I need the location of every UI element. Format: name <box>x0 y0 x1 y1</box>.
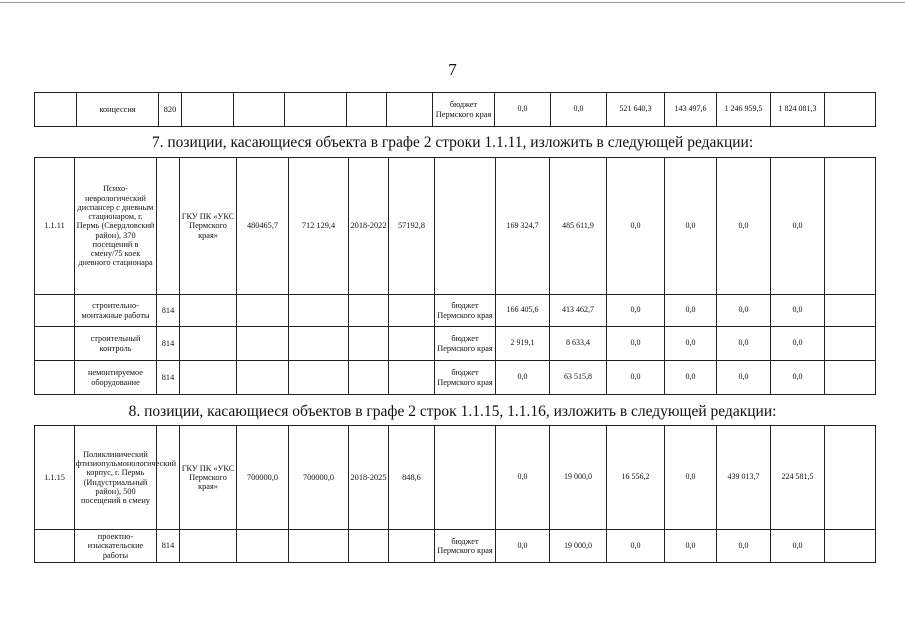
customer <box>180 295 237 327</box>
capacity <box>389 361 435 395</box>
object-name: концессия <box>77 93 159 127</box>
row-number: 1.1.11 <box>35 158 75 295</box>
cost-value <box>289 327 349 361</box>
concession-table <box>34 92 876 127</box>
work-type: строительно-монтажные работы <box>75 295 157 327</box>
amount-cell: 439 013,7 <box>717 426 771 530</box>
amount-cell: 0,0 <box>717 295 771 327</box>
amount-cell: 0,0 <box>665 530 717 563</box>
amount-cell: 0,0 <box>496 530 550 563</box>
capacity <box>387 93 433 127</box>
amount-cell: 0,0 <box>665 361 717 395</box>
customer <box>180 361 237 395</box>
funding-source <box>435 158 496 295</box>
empty-cell <box>825 158 876 295</box>
amount-cell: 16 556,2 <box>607 426 665 530</box>
amount-cell: 0,0 <box>607 158 665 295</box>
amount-cell: 0,0 <box>607 530 665 563</box>
empty-cell <box>825 426 876 530</box>
amount-cell: 521 640,3 <box>607 93 665 127</box>
row-number: 1.1.15 <box>35 426 75 530</box>
amount-cell: 0,0 <box>551 93 607 127</box>
cost-value: 700000,0 <box>289 426 349 530</box>
amount-cell: 0,0 <box>665 327 717 361</box>
table-row <box>35 295 876 327</box>
funding-source: бюджет Пермского края <box>433 93 495 127</box>
amount-cell: 224 581,5 <box>771 426 825 530</box>
capacity: 57192,8 <box>389 158 435 295</box>
cost-value: 712 129,4 <box>289 158 349 295</box>
cost-value <box>289 530 349 563</box>
amount-cell: 0,0 <box>607 361 665 395</box>
amount-cell: 1 246 959,5 <box>717 93 771 127</box>
row-number <box>35 93 77 127</box>
scan-top-edge <box>0 2 905 3</box>
period <box>349 361 389 395</box>
capacity <box>389 295 435 327</box>
amount-cell: 413 462,7 <box>550 295 607 327</box>
cost-value <box>285 93 347 127</box>
customer: ГКУ ПК «УКС Пермского края» <box>180 426 237 530</box>
budget-code: 814 <box>157 530 180 563</box>
amount-cell: 19 000,0 <box>550 530 607 563</box>
table-row <box>35 158 876 295</box>
row-number <box>35 295 75 327</box>
amount-cell: 0,0 <box>665 295 717 327</box>
budget-code: 814 <box>157 361 180 395</box>
table-row <box>35 361 876 395</box>
customer: ГКУ ПК «УКС Пермского края» <box>180 158 237 295</box>
amount-cell: 143 497,6 <box>665 93 717 127</box>
budget-code <box>157 158 180 295</box>
period <box>349 530 389 563</box>
table-row <box>35 426 876 530</box>
customer <box>180 530 237 563</box>
table-row <box>35 327 876 361</box>
cost-value <box>237 530 289 563</box>
work-type: немонтируемое оборудование <box>75 361 157 395</box>
cost-value <box>237 361 289 395</box>
cost-value <box>289 361 349 395</box>
empty-cell <box>825 327 876 361</box>
table-row <box>35 93 876 127</box>
amount-cell: 485 611,9 <box>550 158 607 295</box>
customer <box>182 93 234 127</box>
period <box>347 93 387 127</box>
amount-cell: 166 405,6 <box>496 295 550 327</box>
amount-cell: 0,0 <box>665 426 717 530</box>
customer <box>180 327 237 361</box>
cost-value: 480465,7 <box>237 158 289 295</box>
page-number: 7 <box>448 60 457 79</box>
table-row <box>35 530 876 563</box>
period: 2018-2022 <box>349 158 389 295</box>
funding-source <box>435 426 496 530</box>
amount-cell: 0,0 <box>717 361 771 395</box>
object-name: Поликлинический фтизиопульмонологический корпус, г. Пермь (Индустриальный район), 500 посещений в смену <box>75 426 157 530</box>
budget-code: 814 <box>157 295 180 327</box>
amount-cell: 2 919,1 <box>496 327 550 361</box>
amount-cell: 0,0 <box>495 93 551 127</box>
section-8-heading: 8. позиции, касающиеся объектов в графе 2 строк 1.1.15, 1.1.16, изложить в следующей редакции: <box>128 403 777 420</box>
object-1-1-15-table <box>34 425 876 563</box>
cost-value <box>289 295 349 327</box>
amount-cell: 0,0 <box>496 361 550 395</box>
object-name: Психо-неврологический диспансер с дневным стационаром, г. Пермь (Свердловский район), 370 посещений в смену/75 коек дневного стационара <box>75 158 157 295</box>
amount-cell: 0,0 <box>771 295 825 327</box>
budget-code <box>157 426 180 530</box>
amount-cell: 0,0 <box>665 158 717 295</box>
cost-value <box>234 93 285 127</box>
amount-cell: 0,0 <box>717 530 771 563</box>
amount-cell: 1 824 081,3 <box>771 93 825 127</box>
empty-cell <box>825 295 876 327</box>
amount-cell: 169 324,7 <box>496 158 550 295</box>
amount-cell: 0,0 <box>717 158 771 295</box>
capacity <box>389 530 435 563</box>
period: 2018-2025 <box>349 426 389 530</box>
row-number <box>35 327 75 361</box>
amount-cell: 0,0 <box>771 158 825 295</box>
funding-source: бюджет Пермского края <box>435 530 496 563</box>
amount-cell: 19 000,0 <box>550 426 607 530</box>
amount-cell: 0,0 <box>771 530 825 563</box>
amount-cell: 0,0 <box>607 327 665 361</box>
empty-cell <box>825 530 876 563</box>
amount-cell: 63 515,8 <box>550 361 607 395</box>
budget-code: 814 <box>157 327 180 361</box>
funding-source: бюджет Пермского края <box>435 361 496 395</box>
cost-value <box>237 327 289 361</box>
object-1-1-11-table <box>34 157 876 395</box>
section-7-heading: 7. позиции, касающиеся объекта в графе 2 строки 1.1.11, изложить в следующей редакции: <box>151 134 754 151</box>
budget-code: 820 <box>159 93 182 127</box>
amount-cell: 0,0 <box>771 361 825 395</box>
cost-value <box>237 295 289 327</box>
amount-cell: 0,0 <box>607 295 665 327</box>
funding-source: бюджет Пермского края <box>435 295 496 327</box>
amount-cell: 0,0 <box>496 426 550 530</box>
empty-cell <box>825 93 876 127</box>
funding-source: бюджет Пермского края <box>435 327 496 361</box>
capacity <box>389 327 435 361</box>
row-number <box>35 530 75 563</box>
cost-value: 700000,0 <box>237 426 289 530</box>
row-number <box>35 361 75 395</box>
capacity: 848,6 <box>389 426 435 530</box>
amount-cell: 0,0 <box>717 327 771 361</box>
amount-cell: 0,0 <box>771 327 825 361</box>
empty-cell <box>825 361 876 395</box>
amount-cell: 8 633,4 <box>550 327 607 361</box>
work-type: строительный контроль <box>75 327 157 361</box>
work-type: проектно-изыскательские работы <box>75 530 157 563</box>
period <box>349 327 389 361</box>
period <box>349 295 389 327</box>
